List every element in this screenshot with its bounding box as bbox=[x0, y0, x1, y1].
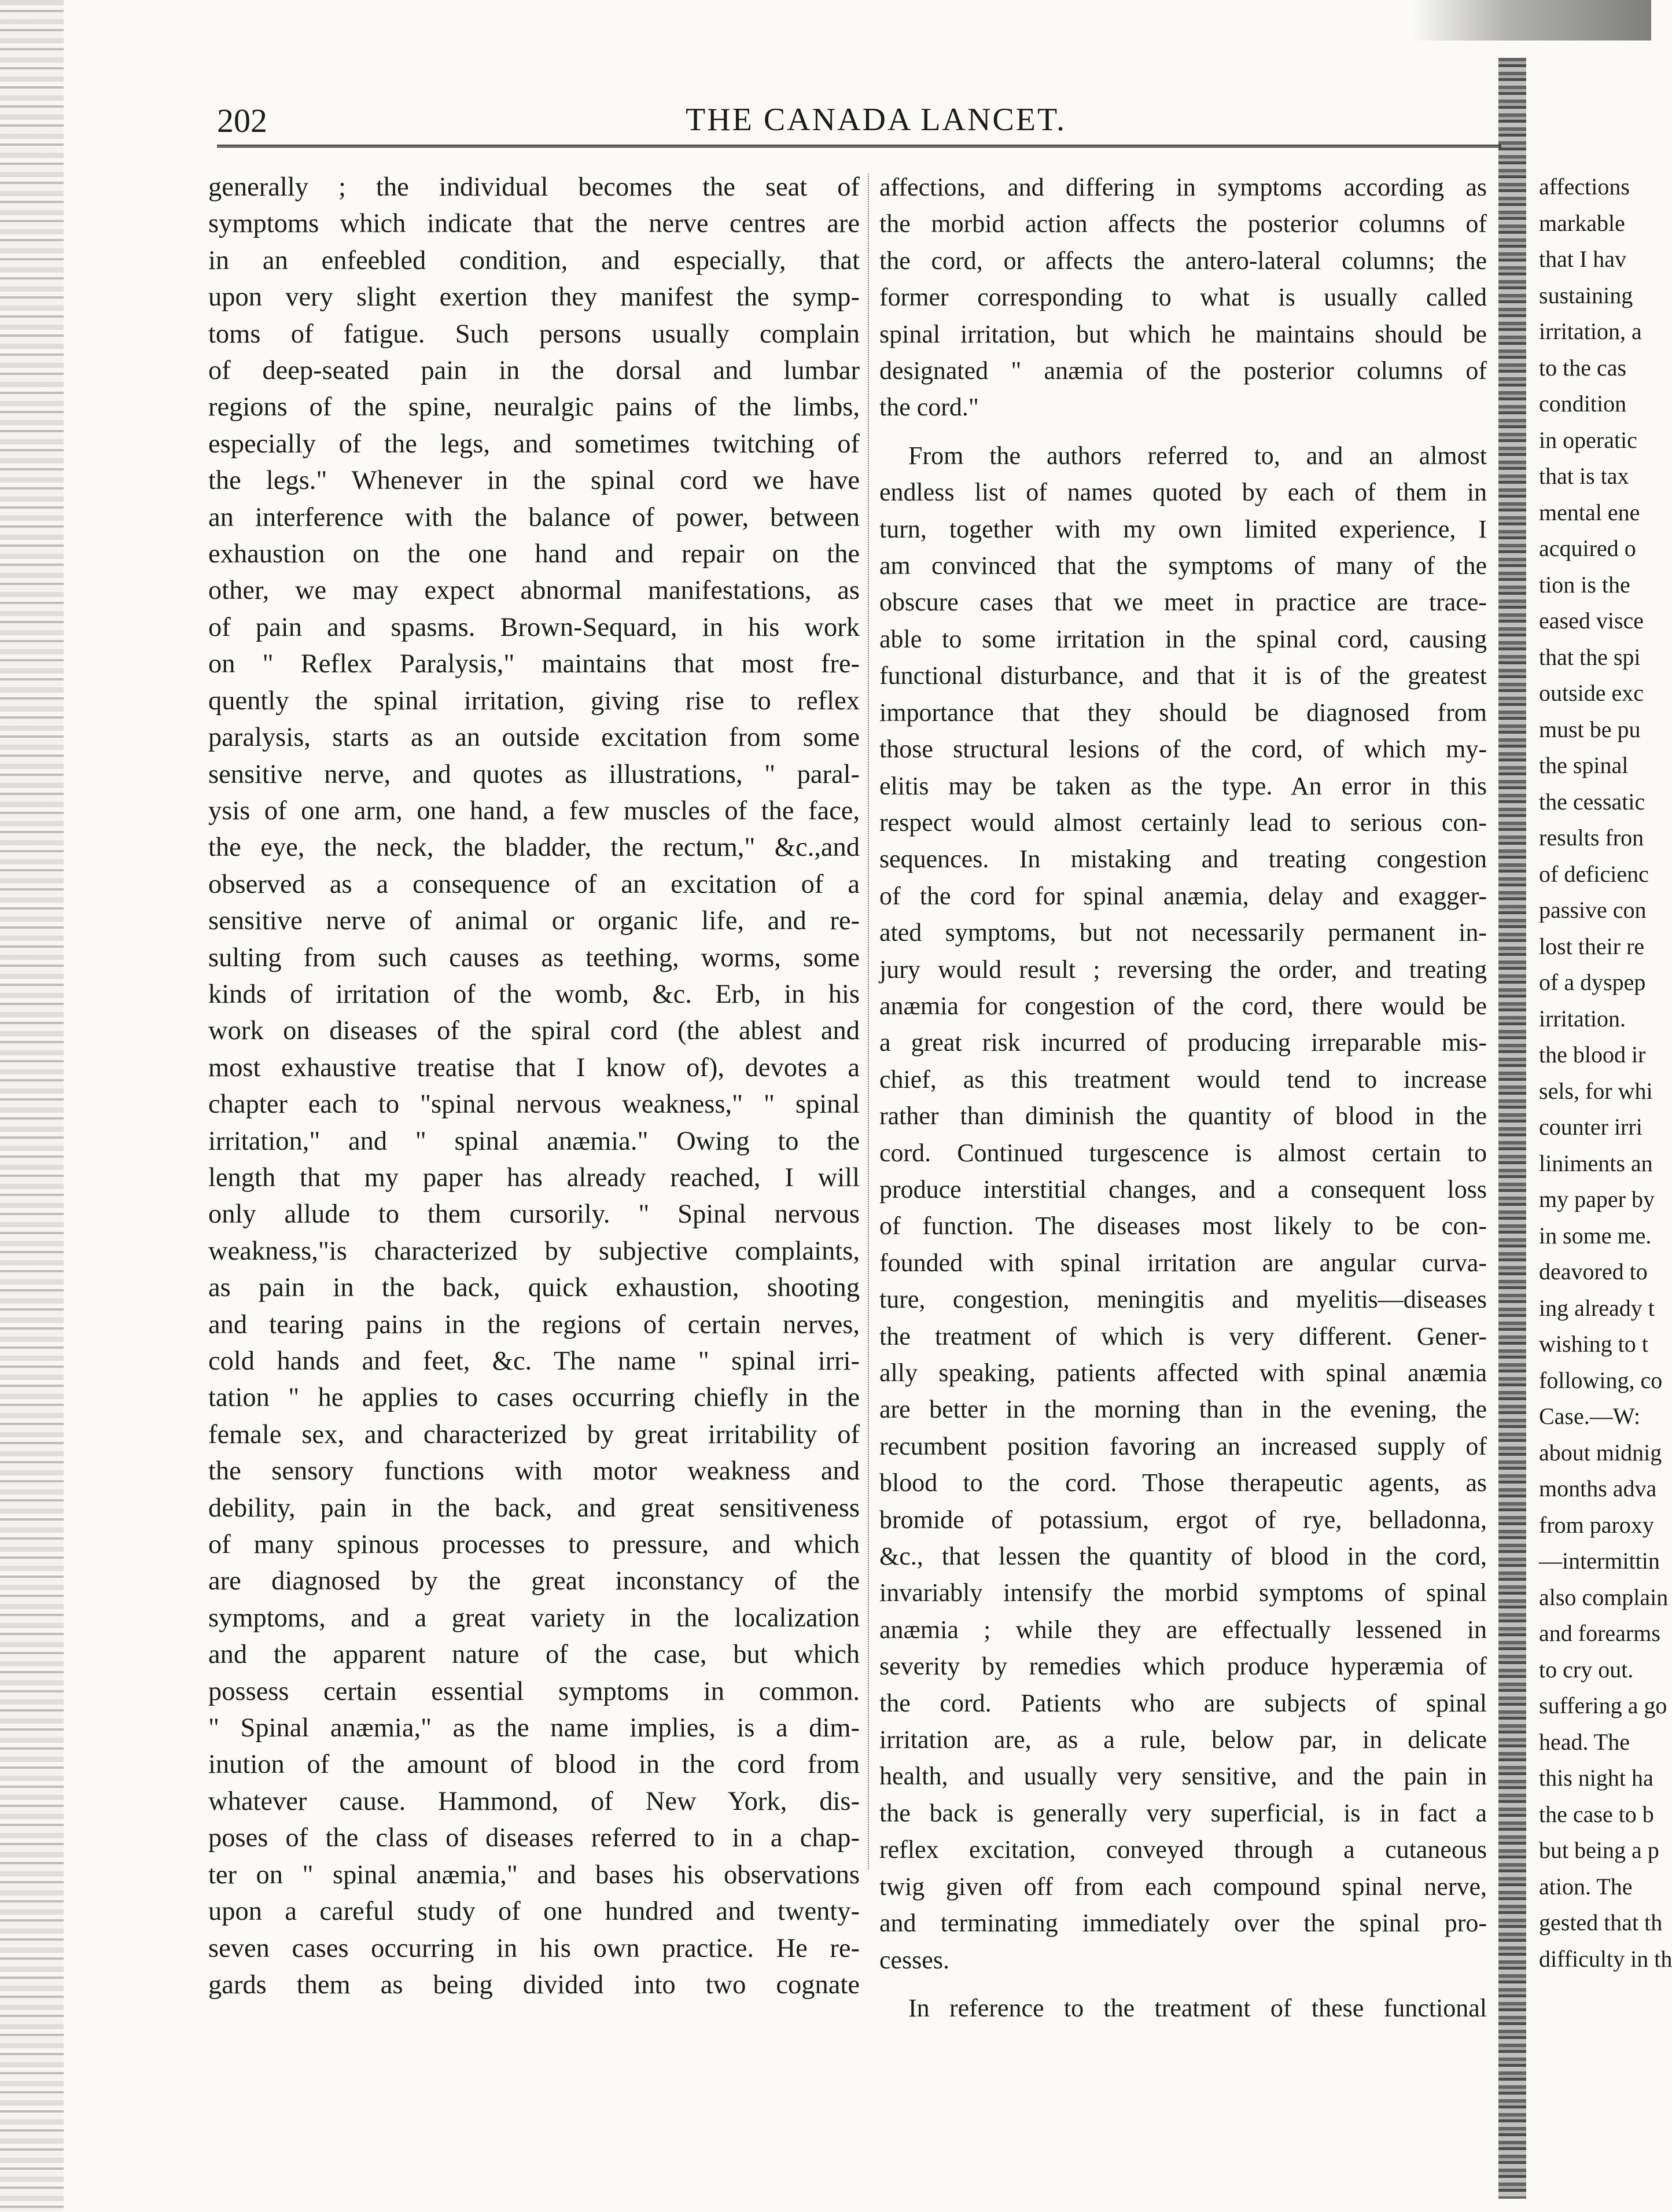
text-line: &c., that lessen the quantity of blood in the cord, bbox=[879, 1542, 1487, 1571]
text-line: markable bbox=[1539, 209, 1625, 236]
text-line: following, co bbox=[1539, 1367, 1663, 1393]
text-line: blood to the cord. Those therapeutic agents, as bbox=[879, 1468, 1487, 1497]
text-line: difficulty in th bbox=[1539, 1945, 1672, 1972]
text-line: are diagnosed by the great inconstancy of the bbox=[208, 1566, 860, 1596]
text-line: that I hav bbox=[1539, 246, 1627, 272]
text-line: about midnig bbox=[1539, 1439, 1662, 1466]
text-line: symptoms which indicate that the nerve centres are bbox=[208, 209, 860, 239]
text-line: tation " he applies to cases occurring chiefly in the bbox=[208, 1383, 860, 1413]
text-line: and the apparent nature of the case, but which bbox=[208, 1640, 860, 1670]
text-line: severity by remedies which produce hyperæmia of bbox=[879, 1652, 1487, 1681]
text-line: From the authors referred to, and an almost bbox=[908, 441, 1487, 470]
text-line: work on diseases of the spiral cord (the ablest and bbox=[208, 1016, 860, 1046]
text-line: to cry out. bbox=[1539, 1656, 1634, 1683]
text-line: especially of the legs, and sometimes twitching of bbox=[208, 429, 860, 459]
text-line: ysis of one arm, one hand, a few muscles of the face, bbox=[208, 796, 860, 826]
text-line: deavored to bbox=[1539, 1258, 1648, 1284]
text-line: invariably intensify the morbid symptoms of spinal bbox=[879, 1578, 1487, 1607]
paragraph-gap bbox=[879, 426, 1487, 437]
text-line: sensitive nerve of animal or organic life, and re- bbox=[208, 906, 860, 936]
text-line: outside exc bbox=[1539, 680, 1644, 706]
text-line: ter on " spinal anæmia," and bases his observations bbox=[208, 1860, 860, 1890]
text-line: observed as a consequence of an excitation of a bbox=[208, 869, 860, 899]
text-line: in operatic bbox=[1539, 426, 1637, 453]
text-line: health, and usually very sensitive, and the pain in bbox=[879, 1762, 1487, 1791]
text-line: length that my paper has already reached, I will bbox=[208, 1162, 860, 1193]
text-line: obscure cases that we meet in practice are trace- bbox=[879, 588, 1487, 617]
text-line: affections, and differing in symptoms according as bbox=[879, 173, 1487, 201]
text-line: In reference to the treatment of these functional bbox=[908, 1993, 1487, 2022]
text-line: the eye, the neck, the bladder, the rectum," &c.,and bbox=[208, 833, 860, 863]
text-line: produce interstitial changes, and a consequent loss bbox=[879, 1175, 1487, 1203]
text-line: possess certain essential symptoms in common. bbox=[208, 1676, 860, 1706]
text-line: twig given off from each compound spinal nerve, bbox=[879, 1872, 1487, 1901]
text-line: the cessatic bbox=[1539, 788, 1645, 815]
text-line: anæmia for congestion of the cord, there would be bbox=[879, 991, 1487, 1020]
text-line: affections bbox=[1539, 174, 1630, 200]
text-line: the back is generally very superficial, is in fact a bbox=[879, 1798, 1487, 1827]
text-line: the legs." Whenever in the spinal cord we have bbox=[208, 466, 860, 496]
text-line: generally ; the individual becomes the seat of bbox=[208, 172, 860, 202]
text-line: reflex excitation, conveyed through a cutaneous bbox=[879, 1835, 1487, 1864]
text-line: irritation, a bbox=[1539, 318, 1642, 344]
text-line: my paper by bbox=[1539, 1186, 1655, 1212]
paragraph-gap bbox=[879, 1978, 1487, 1990]
text-line: head. The bbox=[1539, 1728, 1630, 1755]
left-text-column bbox=[208, 169, 860, 2000]
text-line: must be pu bbox=[1539, 716, 1641, 742]
text-line: the cord. Patients who are subjects of spinal bbox=[879, 1688, 1487, 1717]
text-line: of the cord for spinal anæmia, delay and exagger- bbox=[879, 881, 1487, 910]
text-line: Case.—W: bbox=[1539, 1403, 1641, 1429]
text-line: ation. The bbox=[1539, 1873, 1633, 1900]
text-line: in some me. bbox=[1539, 1222, 1652, 1249]
text-line: of many spinous processes to pressure, and which bbox=[208, 1530, 860, 1560]
text-line: ture, congestion, meningitis and myelitis—diseases bbox=[879, 1285, 1487, 1314]
text-line: importance that they should be diagnosed from bbox=[879, 698, 1487, 727]
text-line: the spinal bbox=[1539, 752, 1629, 778]
text-line: designated " anæmia of the posterior columns of bbox=[879, 356, 1487, 385]
middle-text-column bbox=[879, 169, 1487, 2022]
text-line: gested that th bbox=[1539, 1909, 1663, 1935]
text-line: upon very slight exertion they manifest the symp- bbox=[208, 282, 860, 312]
text-line: irritation," and " spinal anæmia." Owing to the bbox=[208, 1126, 860, 1156]
text-line: endless list of names quoted by each of them in bbox=[879, 478, 1487, 507]
text-line: results fron bbox=[1539, 825, 1644, 851]
text-line: in an enfeebled condition, and especially, that bbox=[208, 245, 860, 275]
text-line: the sensory functions with motor weakness and bbox=[208, 1456, 860, 1486]
text-line: tion is the bbox=[1539, 571, 1630, 598]
text-line: on " Reflex Paralysis," maintains that most fre- bbox=[208, 649, 860, 679]
text-line: sequences. In mistaking and treating congestion bbox=[879, 845, 1487, 874]
text-line: that the spi bbox=[1539, 643, 1641, 670]
text-line: suffering a go bbox=[1539, 1692, 1667, 1718]
text-line: of function. The diseases most likely to be con- bbox=[879, 1212, 1487, 1241]
text-line: debility, pain in the back, and great sensitiveness bbox=[208, 1493, 860, 1523]
text-line: condition bbox=[1539, 391, 1627, 417]
text-line: as pain in the back, quick exhaustion, shooting bbox=[208, 1273, 860, 1303]
text-line: ally speaking, patients affected with spinal anæmia bbox=[879, 1359, 1487, 1387]
text-line: founded with spinal irritation are angular curva- bbox=[879, 1248, 1487, 1277]
text-line: wishing to t bbox=[1539, 1331, 1648, 1357]
text-line: sensitive nerve, and quotes as illustrations, " paral- bbox=[208, 759, 860, 789]
text-line: recumbent position favoring an increased supply of bbox=[879, 1431, 1487, 1460]
text-line: cord. Continued turgescence is almost certain to bbox=[879, 1138, 1487, 1167]
text-line: and terminating immediately over the spinal pro- bbox=[879, 1909, 1487, 1938]
column-divider bbox=[868, 174, 869, 1869]
text-line: irritation are, as a rule, below par, in delicate bbox=[879, 1725, 1487, 1754]
text-line: respect would almost certainly lead to serious con- bbox=[879, 808, 1487, 837]
text-line: weakness,"is characterized by subjective complaints, bbox=[208, 1236, 860, 1266]
text-line: regions of the spine, neuralgic pains of the limbs, bbox=[208, 392, 860, 422]
text-line: chief, as this treatment would tend to increase bbox=[879, 1065, 1487, 1094]
text-line: sulting from such causes as teething, worms, some bbox=[208, 943, 860, 973]
text-line: —intermittin bbox=[1539, 1548, 1660, 1574]
text-line: gards them as being divided into two cognate bbox=[208, 1970, 860, 2000]
text-line: poses of the class of diseases referred to in a chap- bbox=[208, 1823, 860, 1853]
text-line: those structural lesions of the cord, of which my- bbox=[879, 735, 1487, 764]
text-line: months adva bbox=[1539, 1475, 1657, 1501]
text-line: to the cas bbox=[1539, 354, 1627, 381]
text-line: of deep-seated pain in the dorsal and lumbar bbox=[208, 356, 860, 386]
text-line: lost their re bbox=[1539, 933, 1645, 959]
text-line: the cord." bbox=[879, 393, 979, 422]
text-line: cold hands and feet, &c. The name " spinal irri- bbox=[208, 1346, 860, 1376]
text-line: am convinced that the symptoms of many of the bbox=[879, 551, 1487, 580]
text-line: inution of the amount of blood in the cord from bbox=[208, 1750, 860, 1780]
text-line: whatever cause. Hammond, of New York, dis- bbox=[208, 1786, 860, 1816]
text-line: counter irri bbox=[1539, 1114, 1642, 1140]
text-line: of a dyspep bbox=[1539, 969, 1646, 995]
text-line: also complain bbox=[1539, 1584, 1669, 1610]
text-line: other, we may expect abnormal manifestations, as bbox=[208, 576, 860, 606]
page-number: 202 bbox=[217, 102, 267, 139]
text-line: that is tax bbox=[1539, 463, 1629, 489]
text-line: functional disturbance, and that it is of the greatest bbox=[879, 661, 1487, 690]
text-line: spinal irritation, but which he maintains should be bbox=[879, 319, 1487, 348]
text-line: toms of fatigue. Such persons usually complain bbox=[208, 319, 860, 349]
text-line: rather than diminish the quantity of blood in the bbox=[879, 1102, 1487, 1131]
text-line: the blood ir bbox=[1539, 1041, 1646, 1068]
text-line: acquired o bbox=[1539, 535, 1636, 561]
scanned-page-left-edge bbox=[0, 0, 64, 2212]
text-line: upon a careful study of one hundred and twenty- bbox=[208, 1897, 860, 1927]
text-line: female sex, and characterized by great irritability of bbox=[208, 1419, 860, 1449]
text-line: but being a p bbox=[1539, 1837, 1659, 1863]
text-line: ing already t bbox=[1539, 1294, 1655, 1321]
text-line: paralysis, starts as an outside excitation from some bbox=[208, 723, 860, 753]
text-line: ated symptoms, but not necessarily permanent in- bbox=[879, 918, 1487, 947]
text-line: symptoms, and a great variety in the localization bbox=[208, 1603, 860, 1633]
text-line: this night ha bbox=[1539, 1765, 1653, 1791]
text-line: able to some irritation in the spinal cord, causing bbox=[879, 624, 1487, 653]
text-line: seven cases occurring in his own practice. He re- bbox=[208, 1933, 860, 1963]
text-line: sels, for whi bbox=[1539, 1077, 1653, 1104]
text-line: an interference with the balance of power, between bbox=[208, 502, 860, 532]
text-line: turn, together with my own limited experience, I bbox=[879, 514, 1487, 543]
text-line: exhaustion on the one hand and repair on the bbox=[208, 539, 860, 569]
text-line: of pain and spasms. Brown-Sequard, in his work bbox=[208, 612, 860, 642]
text-line: jury would result ; reversing the order, and treating bbox=[879, 955, 1487, 984]
text-line: of deficienc bbox=[1539, 860, 1649, 887]
text-line: irritation. bbox=[1539, 1005, 1626, 1032]
text-line: eased visce bbox=[1539, 608, 1644, 634]
text-line: bromide of potassium, ergot of rye, belladonna, bbox=[879, 1505, 1487, 1534]
scan-smudge bbox=[1412, 0, 1651, 41]
text-line: the morbid action affects the posterior columns of bbox=[879, 209, 1487, 238]
text-line: from paroxy bbox=[1539, 1511, 1654, 1538]
text-line: anæmia ; while they are effectually lessened in bbox=[879, 1615, 1487, 1644]
book-gutter-shadow bbox=[1498, 58, 1526, 2199]
text-line: are better in the morning than in the evening, the bbox=[879, 1395, 1487, 1424]
text-line: elitis may be taken as the type. An error in this bbox=[879, 771, 1487, 800]
text-line: " Spinal anæmia," as the name implies, is a dim- bbox=[208, 1713, 860, 1743]
text-line: the cord, or affects the antero-lateral columns; the bbox=[879, 246, 1487, 275]
text-line: sustaining bbox=[1539, 282, 1633, 308]
right-page-fragment-column bbox=[1539, 169, 1672, 1972]
text-line: a great risk incurred of producing irreparable mis- bbox=[879, 1028, 1487, 1057]
text-line: former corresponding to what is usually called bbox=[879, 283, 1487, 312]
text-line: the case to b bbox=[1539, 1801, 1654, 1827]
text-line: chapter each to "spinal nervous weakness," " spinal bbox=[208, 1090, 860, 1120]
text-line: only allude to them cursorily. " Spinal nervous bbox=[208, 1199, 860, 1230]
text-line: the treatment of which is very different. Gener- bbox=[879, 1322, 1487, 1350]
text-line: quently the spinal irritation, giving rise to reflex bbox=[208, 686, 860, 716]
text-line: liniments an bbox=[1539, 1150, 1653, 1176]
text-line: and forearms bbox=[1539, 1620, 1660, 1646]
header-rule bbox=[217, 145, 1501, 148]
journal-title: THE CANADA LANCET. bbox=[686, 102, 1067, 138]
text-line: and tearing pains in the regions of certain nerves, bbox=[208, 1309, 860, 1339]
text-line: mental ene bbox=[1539, 499, 1640, 525]
text-line: kinds of irritation of the womb, &c. Erb, in his bbox=[208, 979, 860, 1009]
text-line: passive con bbox=[1539, 897, 1647, 923]
text-line: most exhaustive treatise that I know of), devotes a bbox=[208, 1052, 860, 1083]
text-line: cesses. bbox=[879, 1945, 949, 1974]
